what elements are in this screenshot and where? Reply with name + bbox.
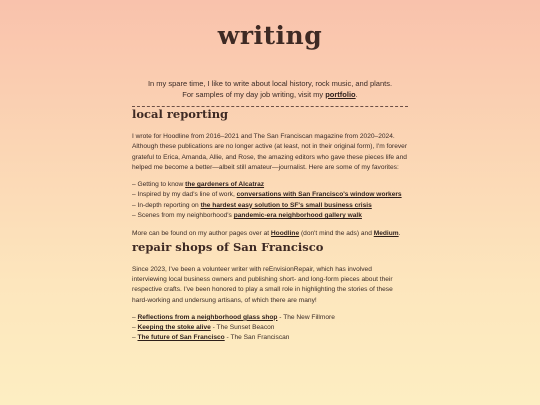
list-item-source: - The Sunset Beacon — [210, 324, 275, 332]
section-title-repair-shops: repair shops of San Francisco — [132, 239, 324, 254]
intro — [0, 78, 540, 100]
list-item-prefix: Getting to know — [137, 181, 186, 189]
section-repair-shops — [132, 240, 408, 344]
list-item-source: - The New Fillmore — [277, 313, 335, 321]
list-item — [132, 180, 408, 190]
intro-line-2-suffix: . — [355, 90, 358, 99]
medium-link[interactable]: Medium — [373, 230, 399, 238]
intro-line-2-prefix: For samples of my day job writing, visit my — [182, 90, 326, 99]
more-prefix: More can be found on my author pages over at — [132, 230, 271, 238]
small-business-crisis-link[interactable]: the hardest easy solution to SF's small business crisis — [200, 201, 372, 209]
list-item — [132, 323, 408, 333]
repair-shops-paragraph: Since 2023, I've been a volunteer writer with reEnvisionRepair, which has involved interviewing local business owners and publishing short- and long-form pieces about their respective crafts. I've been honored to play a small role in highlighting the stories of these hard-working and undersung artisans, of which there are many! — [132, 265, 393, 304]
repair-shops-list — [132, 313, 408, 344]
gallery-walk-link[interactable]: pandemic-era neighborhood gallery walk — [233, 212, 362, 220]
gardeners-alcatraz-link[interactable]: the gardeners of Alcatraz — [185, 181, 265, 189]
list-item — [132, 313, 408, 323]
list-item-prefix: In-depth reporting on — [137, 201, 201, 209]
list-item — [132, 211, 408, 221]
list-item-source: - The San Franciscan — [224, 334, 290, 342]
more-suffix: . — [398, 230, 401, 238]
more-middle: (don't mind the ads) and — [299, 230, 374, 238]
content — [132, 107, 408, 344]
list-item-prefix: Scenes from my neighborhood's — [137, 212, 234, 220]
list-item — [132, 201, 408, 211]
list-item — [132, 333, 408, 343]
page-title: writing — [217, 21, 323, 50]
section-title-local-reporting: local reporting — [132, 107, 229, 121]
future-sf-link[interactable]: The future of San Francisco — [137, 334, 225, 342]
hoodline-link[interactable]: Hoodline — [270, 230, 300, 238]
stoke-alive-link[interactable]: Keeping the stoke alive — [137, 324, 211, 332]
section-local-reporting — [132, 107, 408, 240]
portfolio-link[interactable]: portfolio — [325, 90, 356, 99]
more-author-pages — [132, 229, 408, 239]
intro-line-1: In my spare time, I like to write about local history, rock music, and plants. — [147, 79, 393, 88]
local-reporting-paragraph: I wrote for Hoodline from 2016–2021 and The San Franciscan magazine from 2020–2024. Although these publications are no longer active (at least, not in their original form), I'm forever grateful to Erica, Amanda, Allie, and Rose, the amazing editors who gave these pieces life and helped me become a better—albeit still amateur—journalist. Here are some of my favorites: — [132, 133, 408, 171]
window-workers-link[interactable]: conversations with San Francisco's window workers — [236, 191, 402, 199]
list-item — [132, 190, 408, 200]
local-reporting-list — [132, 180, 408, 221]
intro-line-2 — [0, 89, 540, 100]
glass-shop-link[interactable]: Reflections from a neighborhood glass shop — [137, 313, 278, 321]
list-item-prefix: Inspired by my dad's line of work, — [137, 191, 237, 199]
